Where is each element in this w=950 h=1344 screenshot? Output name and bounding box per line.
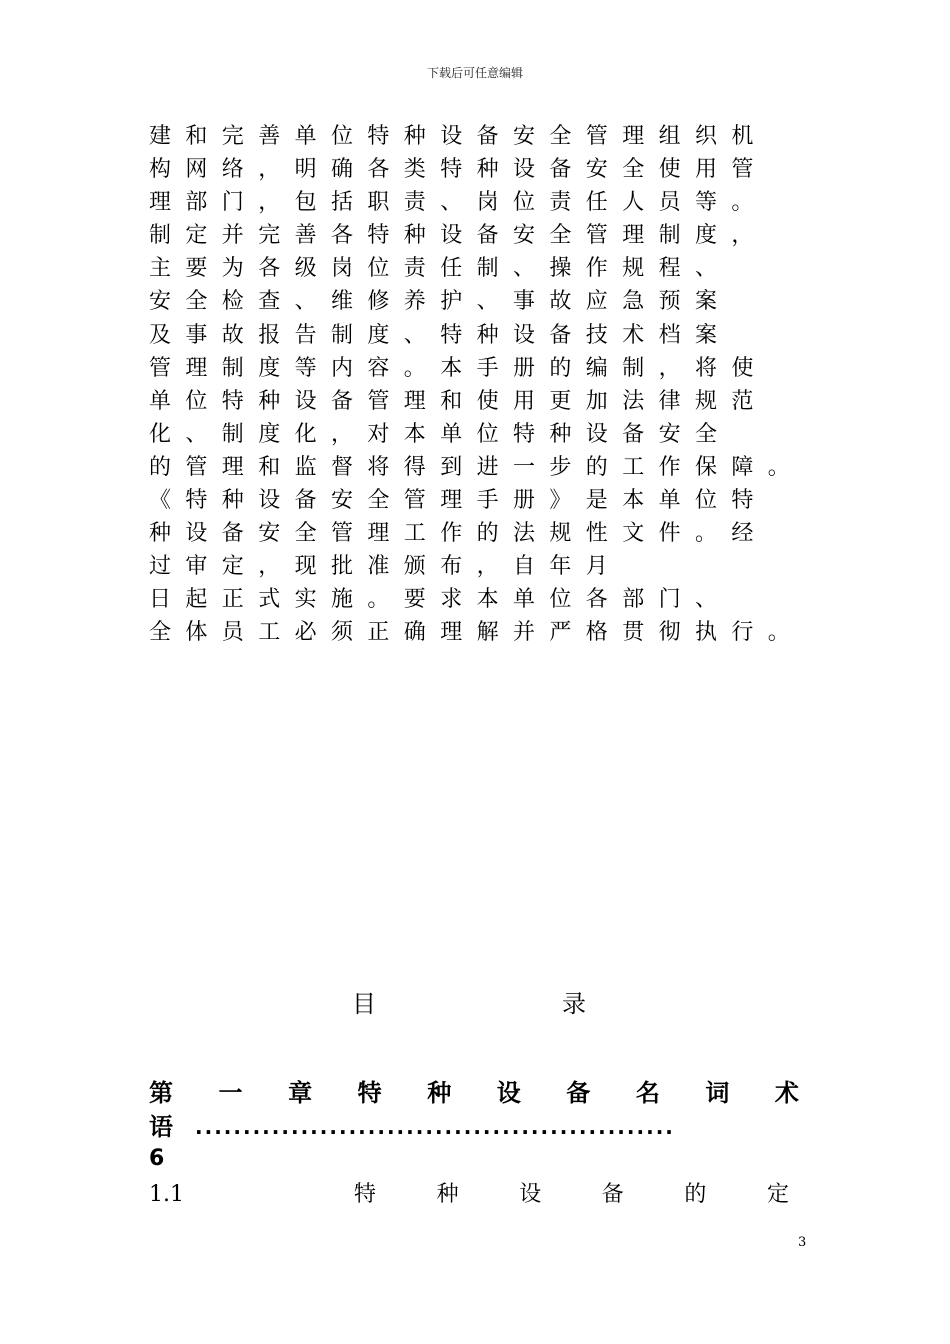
toc-entry-section-1-1[interactable] xyxy=(149,1178,789,1212)
toc-title-char-2: 录 xyxy=(562,990,586,1018)
toc-title xyxy=(0,984,950,1024)
chapter-heading-char: 设 xyxy=(496,1079,521,1107)
paragraph-line: 构 网 络 ， 明 确 各 类 特 种 设 备 安 全 使 用 管 xyxy=(149,157,754,183)
paragraph-line: 的 管 理 和 监 督 将 得 到 进 一 步 的 工 作 保 障 。 xyxy=(149,454,790,480)
paragraph-line: 日 起 正 式 实 施 。 要 求 本 单 位 各 部 门 、 xyxy=(149,587,718,613)
chapter-heading-line xyxy=(149,1076,799,1110)
paragraph-line: 化 、 制 度 化 ， 对 本 单 位 特 种 设 备 安 全 xyxy=(149,421,718,447)
toc-entry-chapter-1[interactable] xyxy=(149,1076,799,1174)
chapter-heading-char: 术 xyxy=(774,1079,799,1107)
chapter-heading-char: 第 xyxy=(149,1079,173,1107)
body-paragraph xyxy=(149,120,829,650)
chapter-heading-tail: 语 xyxy=(149,1113,173,1141)
section-number: 1.1 xyxy=(149,1182,184,1207)
paragraph-line: 及 事 故 报 告 制 度 、 特 种 设 备 技 术 档 案 xyxy=(149,322,718,348)
page-header: 下载后可任意编辑 xyxy=(426,66,523,80)
chapter-heading-char: 种 xyxy=(427,1079,452,1107)
section-title-char: 定 xyxy=(766,1182,789,1207)
paragraph-line: 单 位 特 种 设 备 管 理 和 使 用 更 加 法 律 规 范 xyxy=(149,388,754,414)
chapter-heading-char: 特 xyxy=(357,1079,382,1107)
toc-page-number: 6 xyxy=(149,1146,165,1171)
toc-leader-dots: .................................................. xyxy=(195,1115,675,1139)
paragraph-line: 主 要 为 各 级 岗 位 责 任 制 、 操 作 规 程 、 xyxy=(149,256,718,282)
chapter-heading-char: 章 xyxy=(288,1079,313,1107)
paragraph-line: 《 特 种 设 备 安 全 管 理 手 册 》 是 本 单 位 特 xyxy=(149,488,754,514)
paragraph-line: 全 体 员 工 必 须 正 确 理 解 并 严 格 贯 彻 执 行 。 xyxy=(149,620,790,646)
paragraph-line: 建 和 完 善 单 位 特 种 设 备 安 全 管 理 组 织 机 xyxy=(149,124,754,149)
section-title-char: 备 xyxy=(601,1182,624,1207)
paragraph-line: 安 全 检 查 、 维 修 养 护 、 事 故 应 急 预 案 xyxy=(149,289,718,315)
paragraph-line: 过 审 定 ， 现 批 准 颁 布 ， 自 年 月 xyxy=(149,554,608,580)
section-title-char: 的 xyxy=(684,1182,707,1207)
chapter-heading-line-2 xyxy=(149,1110,799,1144)
chapter-heading-char: 名 xyxy=(635,1079,660,1107)
section-title-char: 种 xyxy=(436,1182,459,1207)
paragraph-line: 制 定 并 完 善 各 特 种 设 备 安 全 管 理 制 度 ， xyxy=(149,223,754,249)
section-title-char: 特 xyxy=(354,1182,377,1207)
paragraph-line: 理 部 门 ， 包 括 职 责 、 岗 位 责 任 人 员 等 。 xyxy=(149,190,754,216)
section-title xyxy=(354,1178,789,1212)
page-number: 3 xyxy=(798,1235,807,1250)
chapter-heading-char: 备 xyxy=(566,1079,591,1107)
chapter-heading-char: 词 xyxy=(705,1079,730,1107)
toc-title-char-1: 目 xyxy=(352,990,376,1018)
paragraph-line: 种 设 备 安 全 管 理 工 作 的 法 规 性 文 件 。 经 xyxy=(149,521,754,547)
paragraph-line: 管 理 制 度 等 内 容 。 本 手 册 的 编 制 ， 将 使 xyxy=(149,355,754,381)
section-title-char: 设 xyxy=(519,1182,542,1207)
chapter-heading-char: 一 xyxy=(218,1079,243,1107)
